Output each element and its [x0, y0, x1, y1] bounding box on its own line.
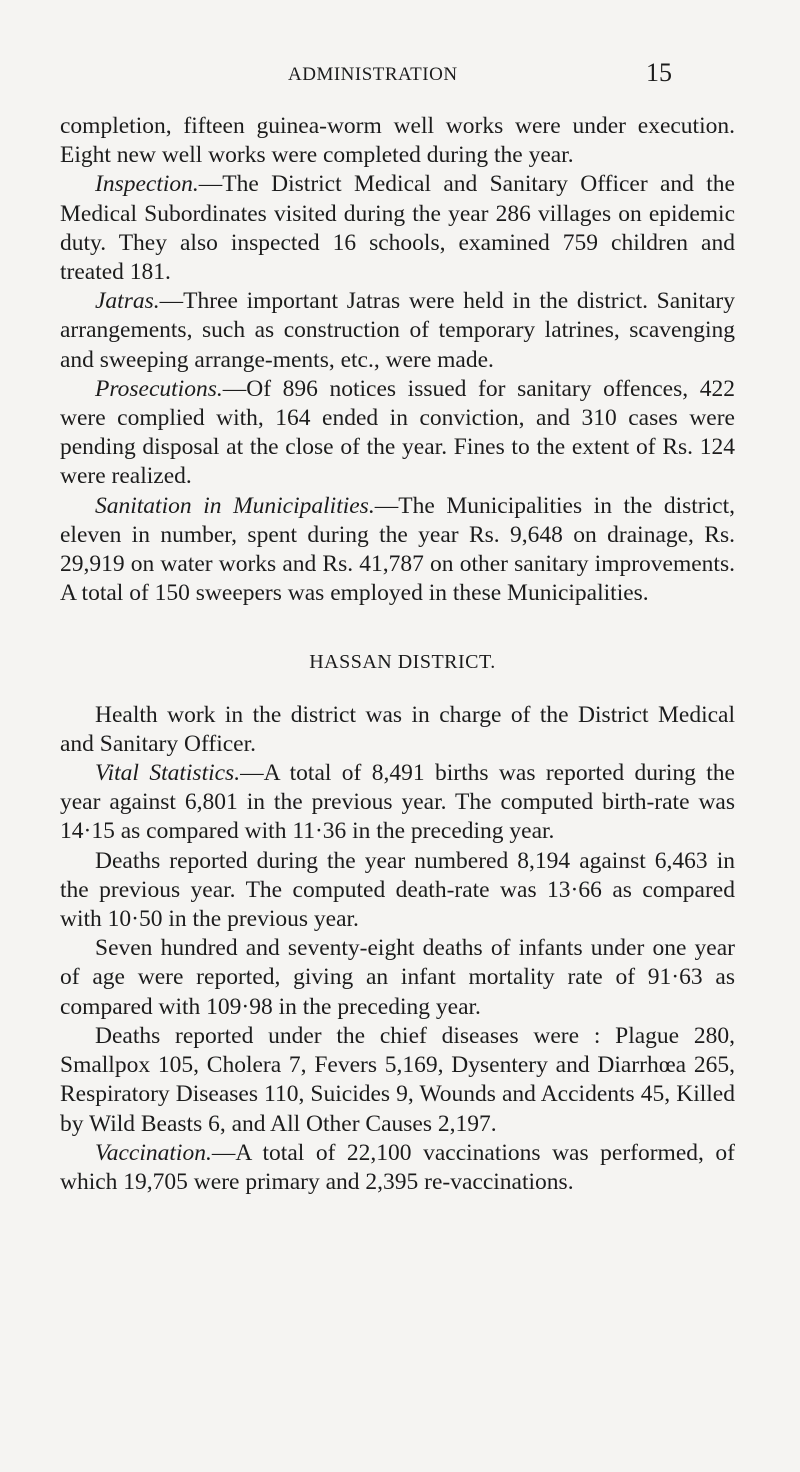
vaccination-heading: Vaccination. [95, 1139, 212, 1166]
jatras-text: —Three important Jatras were held in the district. Sanitary arrangements, such as construction of temporary latrines, scavenging and sweeping arrange-ments, etc., were made. [60, 288, 735, 373]
paragraph-infant-mortality: Seven hundred and seventy-eight deaths of infants under one year of age were reported, giving an infant mortality rate of 91·63 as compared with 109·98 in the preceding year. [60, 935, 735, 1020]
running-title: ADMINISTRATION [288, 64, 458, 85]
paragraph-works: completion, fifteen guinea-worm well works were under execution. Eight new well works were completed during the year. [60, 113, 735, 169]
page-header [0, 58, 800, 94]
sanitation-heading: Sanitation in Municipalities. [95, 492, 375, 519]
paragraph-chief-diseases: Deaths reported under the chief diseases were : Plague 280, Smallpox 105, Cholera 7, Fevers 5,169, Dysentery and Diarrhœa 265, Respiratory Diseases 110, Suicides 9, Wounds and Accidents 45, Killed by Wild Beasts 6, and All Other Causes 2,197. [60, 1022, 735, 1137]
paragraph-deaths: Deaths reported during the year numbered 8,194 against 6,463 in the previous year. The computed death-rate was 13·66 as compared with 10·50 in the previous year. [60, 847, 735, 933]
sanitation-text: —The Municipalities in the district, eleven in number, spent during the year Rs. 9,648 on drainage, Rs. 29,919 on water works and Rs. 41,787 on other sanitary improvements. A total of 150 sweepers was employed in these Municipalities. [60, 492, 735, 607]
page-body [60, 112, 735, 1197]
jatras-heading: Jatras. [95, 288, 160, 315]
inspection-heading: Inspection. [95, 171, 199, 198]
paragraph-health-work: Health work in the district was in charge of the District Medical and Sanitary Officer. [60, 701, 735, 757]
vital-statistics-text: —A total of 8,491 births was reported during the year against 6,801 in the previous year. The computed birth-rate was 14·15 as compared with 11·36 in the preceding year. [60, 760, 735, 845]
page-number: 15 [646, 58, 672, 87]
paragraph-jatras [60, 287, 735, 375]
inspection-text: —The District Medical and Sanitary Officer and the Medical Subordinates visited during the year 286 villages on epidemic duty. They also inspected 16 schools, examined 759 children and treated 181. [60, 171, 735, 286]
paragraph-sanitation [60, 492, 735, 609]
prosecutions-text: —Of 896 notices issued for sanitary offences, 422 were complied with, 164 ended in conviction, and 310 cases were pending disposal at the close of the year. Fines to the extent of Rs. 124 were realized. [60, 375, 735, 490]
vaccination-text: —A total of 22,100 vaccinations was performed, of which 19,705 were primary and 2,395 re-vaccinations. [60, 1139, 735, 1195]
prosecutions-heading: Prosecutions. [95, 375, 223, 402]
paragraph-vital-statistics [60, 759, 735, 847]
paragraph-prosecutions [60, 375, 735, 492]
paragraph-inspection [60, 170, 735, 287]
section-heading-hassan: HASSAN DISTRICT. [309, 651, 496, 674]
vital-statistics-heading: Vital Statistics. [95, 760, 241, 787]
paragraph-vaccination [60, 1139, 735, 1197]
